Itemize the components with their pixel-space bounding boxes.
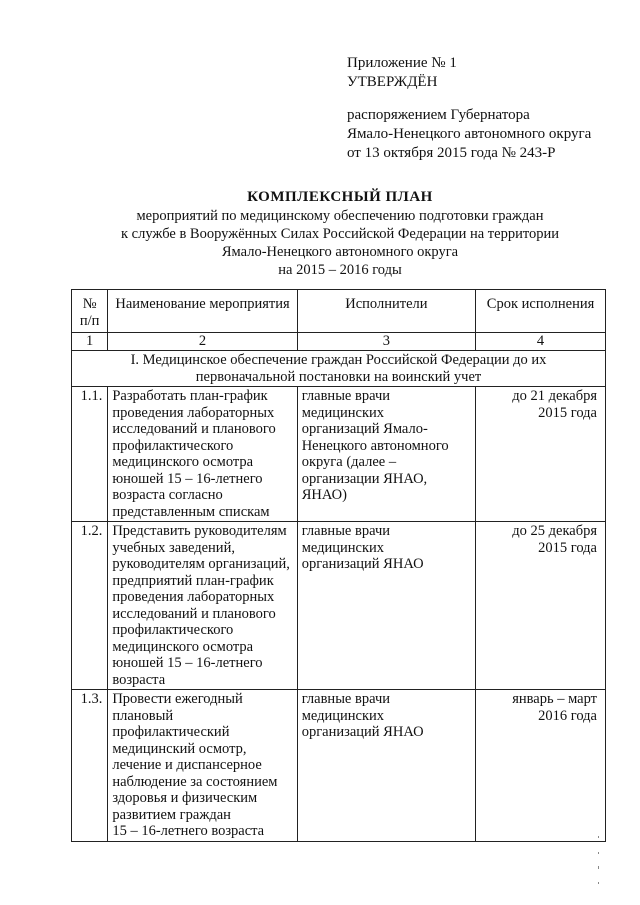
activity-line: учебных заведений, [112,539,235,556]
section-title [72,351,606,387]
activity-line: плановый профилактический [112,707,230,740]
executor-line: медицинских [301,404,385,421]
header-num-line: № [82,296,97,312]
executor-line: медицинских [301,539,385,556]
section-row [72,351,606,387]
executor-line: организации ЯНАО, [301,470,428,487]
appendix-number: Приложение № 1 [347,55,457,71]
section-title-line: I. Медицинское обеспечение граждан Российской Федерации до их [130,352,547,368]
plan-table [71,289,606,842]
table-row [72,690,606,842]
order-line: от 13 октября 2015 года № 243-Р [347,145,556,161]
deadline-line: январь – март [512,691,597,707]
activity-cell [108,522,297,690]
activity-line: наблюдение за состоянием [112,773,278,790]
activity-line: проведения лабораторных [112,589,275,605]
scan-speck [598,882,599,884]
activity-line: проведения лабораторных [112,404,275,421]
activity-line: возраста [112,671,166,688]
table-header-row [72,290,606,333]
deadline-line: до 25 декабря [512,523,597,539]
approval-stamp: УТВЕРЖДЁН [347,74,438,90]
activity-line: предприятий план-график [112,572,274,589]
activity-line: исследований и планового [112,421,276,437]
executor-line: организаций ЯНАО [301,724,424,740]
executor-line: Ненецкого автономного [301,437,449,454]
activity-line: развитием граждан [112,806,231,823]
deadline-line: до 21 декабря [512,388,597,404]
deadline-cell [476,387,606,522]
activity-line: Представить руководителям [112,523,287,539]
appendix-block [347,54,591,163]
activity-line: исследований и планового [112,605,276,622]
deadline-line: 2015 года [538,404,597,421]
column-index-row [72,333,606,351]
plan-subtitle-line: мероприятий по медицинскому обеспечению подготовки граждан [136,208,544,224]
activity-line: медицинский осмотр, [112,740,247,757]
executor-line: организаций ЯНАО [301,556,424,572]
header-executors: Исполнители [297,290,475,333]
activity-line: юношей 15 – 16-летнего [112,655,263,671]
executor-line: округа (далее – [301,454,397,470]
executor-line: главные врачи [301,523,390,539]
activity-line: возраста согласно [112,487,223,503]
row-number: 1.1. [72,387,108,522]
row-number: 1.3. [72,690,108,842]
header-num [72,290,108,333]
executors-cell [297,690,475,842]
activity-line: Провести ежегодный [112,691,243,707]
header-num-line: п/п [79,312,100,329]
scan-speck [598,852,599,854]
activity-line: 15 – 16-летнего возраста [112,823,265,839]
row-number: 1.2. [72,522,108,690]
activity-line: лечение и диспансерное [112,757,262,773]
executor-line: главные врачи [301,691,390,707]
activity-line: Разработать план-график [112,388,268,404]
section-title-line: первоначальной постановки на воинский учет [195,368,482,385]
activity-line: профилактического [112,437,234,454]
order-line: распоряжением Губернатора [347,107,530,123]
column-index: 2 [108,333,297,351]
plan-subtitle-line: к службе в Вооружённых Силах Российской Федерации на территории [120,226,559,242]
deadline-line: 2015 года [538,539,597,556]
activity-line: медицинского осмотра [112,638,254,655]
executor-line: ЯНАО) [301,487,347,503]
column-index: 3 [297,333,475,351]
order-line: Ямало-Ненецкого автономного округа [347,126,592,142]
column-index: 4 [476,333,606,351]
column-index: 1 [72,333,108,351]
scan-speck [598,866,599,869]
executors-cell [297,522,475,690]
plan-subtitle-line: Ямало-Ненецкого автономного округа [221,244,459,260]
deadline-cell [476,522,606,690]
executor-line: организаций Ямало- [301,421,428,437]
executor-line: медицинских [301,707,385,724]
table-row [72,387,606,522]
activity-line: представленным спискам [112,503,270,520]
activity-line: юношей 15 – 16-летнего [112,470,263,487]
deadline-cell [476,690,606,842]
plan-heading [60,188,620,279]
header-term: Срок исполнения [476,290,606,333]
activity-line: медицинского осмотра [112,454,254,470]
executor-line: главные врачи [301,388,390,404]
plan-subtitle-line: на 2015 – 2016 годы [278,262,402,278]
table-row [72,522,606,690]
header-name: Наименование мероприятия [108,290,297,333]
executors-cell [297,387,475,522]
activity-line: здоровья и физическим [112,790,258,806]
activity-line: руководителям организаций, [112,556,290,572]
deadline-line: 2016 года [538,707,597,724]
plan-title: КОМПЛЕКСНЫЙ ПЛАН [247,189,433,205]
activity-line: профилактического [112,622,234,638]
activity-cell [108,690,297,842]
activity-cell [108,387,297,522]
scan-speck [598,836,599,838]
